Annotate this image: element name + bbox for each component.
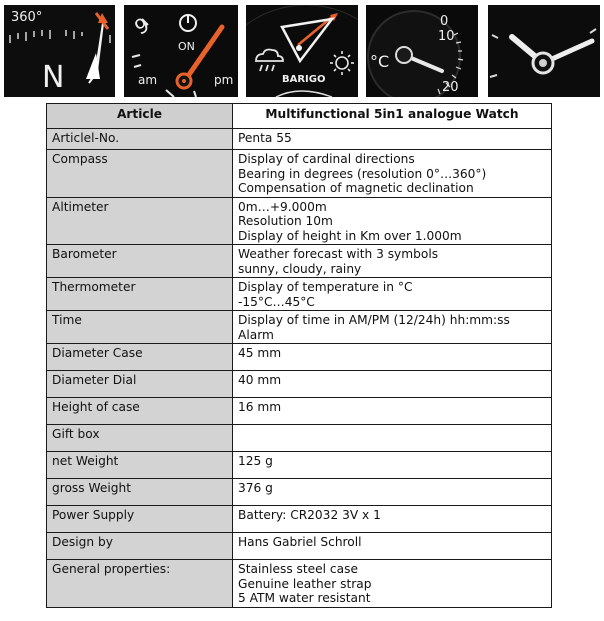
header-product: Multifunctional 5in1 analogue Watch	[233, 104, 552, 129]
on-label: ON	[178, 40, 195, 53]
value-line: Penta 55	[238, 131, 292, 145]
table-row	[47, 344, 552, 371]
time-dial-photo	[124, 5, 238, 97]
row-value	[233, 371, 552, 398]
row-value	[233, 533, 552, 560]
value-line: Battery: CR2032 3V x 1	[238, 508, 381, 522]
value-line: sunny, cloudy, rainy	[238, 261, 362, 276]
value-line: Alarm	[238, 327, 274, 342]
row-label: Gift box	[47, 425, 233, 452]
row-label: Time	[47, 311, 233, 344]
value-line: 376 g	[238, 481, 273, 495]
pm-label: pm	[214, 73, 234, 87]
header-article: Article	[47, 104, 233, 129]
twenty-label: 20	[442, 80, 459, 95]
table-row	[47, 245, 552, 278]
spec-table	[46, 103, 552, 608]
row-label: Barometer	[47, 245, 233, 278]
row-value	[233, 452, 552, 479]
value-line: 125 g	[238, 454, 273, 468]
table-row	[47, 278, 552, 311]
value-line: Weather forecast with 3 symbols	[238, 247, 439, 261]
value-line: Resolution 10m	[238, 214, 333, 228]
value-line: 45 mm	[238, 346, 282, 360]
spec-table-body	[47, 129, 552, 608]
table-row	[47, 197, 552, 245]
photo-strip	[4, 5, 600, 97]
row-value	[233, 311, 552, 344]
row-value	[233, 344, 552, 371]
row-value	[233, 560, 552, 608]
row-value	[233, 425, 552, 452]
row-value	[233, 245, 552, 278]
row-value	[233, 479, 552, 506]
value-line: 40 mm	[238, 373, 282, 387]
table-header-row	[47, 104, 552, 129]
row-label: net Weight	[47, 452, 233, 479]
compass-dial-photo	[4, 5, 115, 97]
am-label: am	[138, 73, 158, 87]
ten-label: 10	[438, 29, 455, 44]
table-row	[47, 425, 552, 452]
value-line: Compensation of magnetic declination	[238, 181, 474, 195]
value-line: Display of time in AM/PM (12/24h) hh:mm:ss	[238, 313, 510, 327]
nine-label: 9	[130, 12, 154, 40]
row-label: Height of case	[47, 398, 233, 425]
row-label: Design by	[47, 533, 233, 560]
row-label: Diameter Dial	[47, 371, 233, 398]
table-row	[47, 506, 552, 533]
row-label: gross Weight	[47, 479, 233, 506]
value-line: -15°C…45°C	[238, 294, 315, 309]
value-line: Display of temperature in °C	[238, 280, 413, 294]
row-label: General properties:	[47, 560, 233, 608]
value-line: Bearing in degrees (resolution 0°…360°)	[238, 166, 487, 181]
row-label: Compass	[47, 150, 233, 198]
watch-hands-photo	[488, 5, 600, 97]
row-value	[233, 129, 552, 150]
table-row	[47, 479, 552, 506]
value-line: 5 ATM water resistant	[238, 591, 371, 605]
table-row	[47, 533, 552, 560]
value-line: Display of cardinal directions	[238, 152, 415, 166]
row-label: Altimeter	[47, 197, 233, 245]
table-row	[47, 452, 552, 479]
value-line: Display of height in Km over 1.000m	[238, 228, 462, 243]
celsius-label: °C	[370, 52, 390, 71]
row-value	[233, 278, 552, 311]
row-value	[233, 506, 552, 533]
weather-dial-photo	[246, 5, 358, 97]
thermometer-dial-photo	[366, 5, 478, 97]
row-label: Diameter Case	[47, 344, 233, 371]
north-label: N	[42, 60, 65, 95]
value-line: 16 mm	[238, 400, 282, 414]
value-line: Genuine leather strap	[238, 576, 372, 591]
value-line: Stainless steel case	[238, 562, 358, 576]
degrees-label: 360°	[11, 10, 43, 25]
table-row	[47, 311, 552, 344]
row-value	[233, 150, 552, 198]
row-label: Thermometer	[47, 278, 233, 311]
table-row	[47, 129, 552, 150]
value-line: 0m…+9.000m	[238, 199, 327, 214]
row-label: Power Supply	[47, 506, 233, 533]
table-row	[47, 560, 552, 608]
table-row	[47, 398, 552, 425]
table-row	[47, 150, 552, 198]
table-row	[47, 371, 552, 398]
row-value	[233, 398, 552, 425]
brand-label: BARIGO	[282, 74, 326, 85]
row-label: Articlel-No.	[47, 129, 233, 150]
value-line: Hans Gabriel Schroll	[238, 535, 362, 549]
row-value	[233, 197, 552, 245]
zero-label: 0	[440, 14, 449, 29]
